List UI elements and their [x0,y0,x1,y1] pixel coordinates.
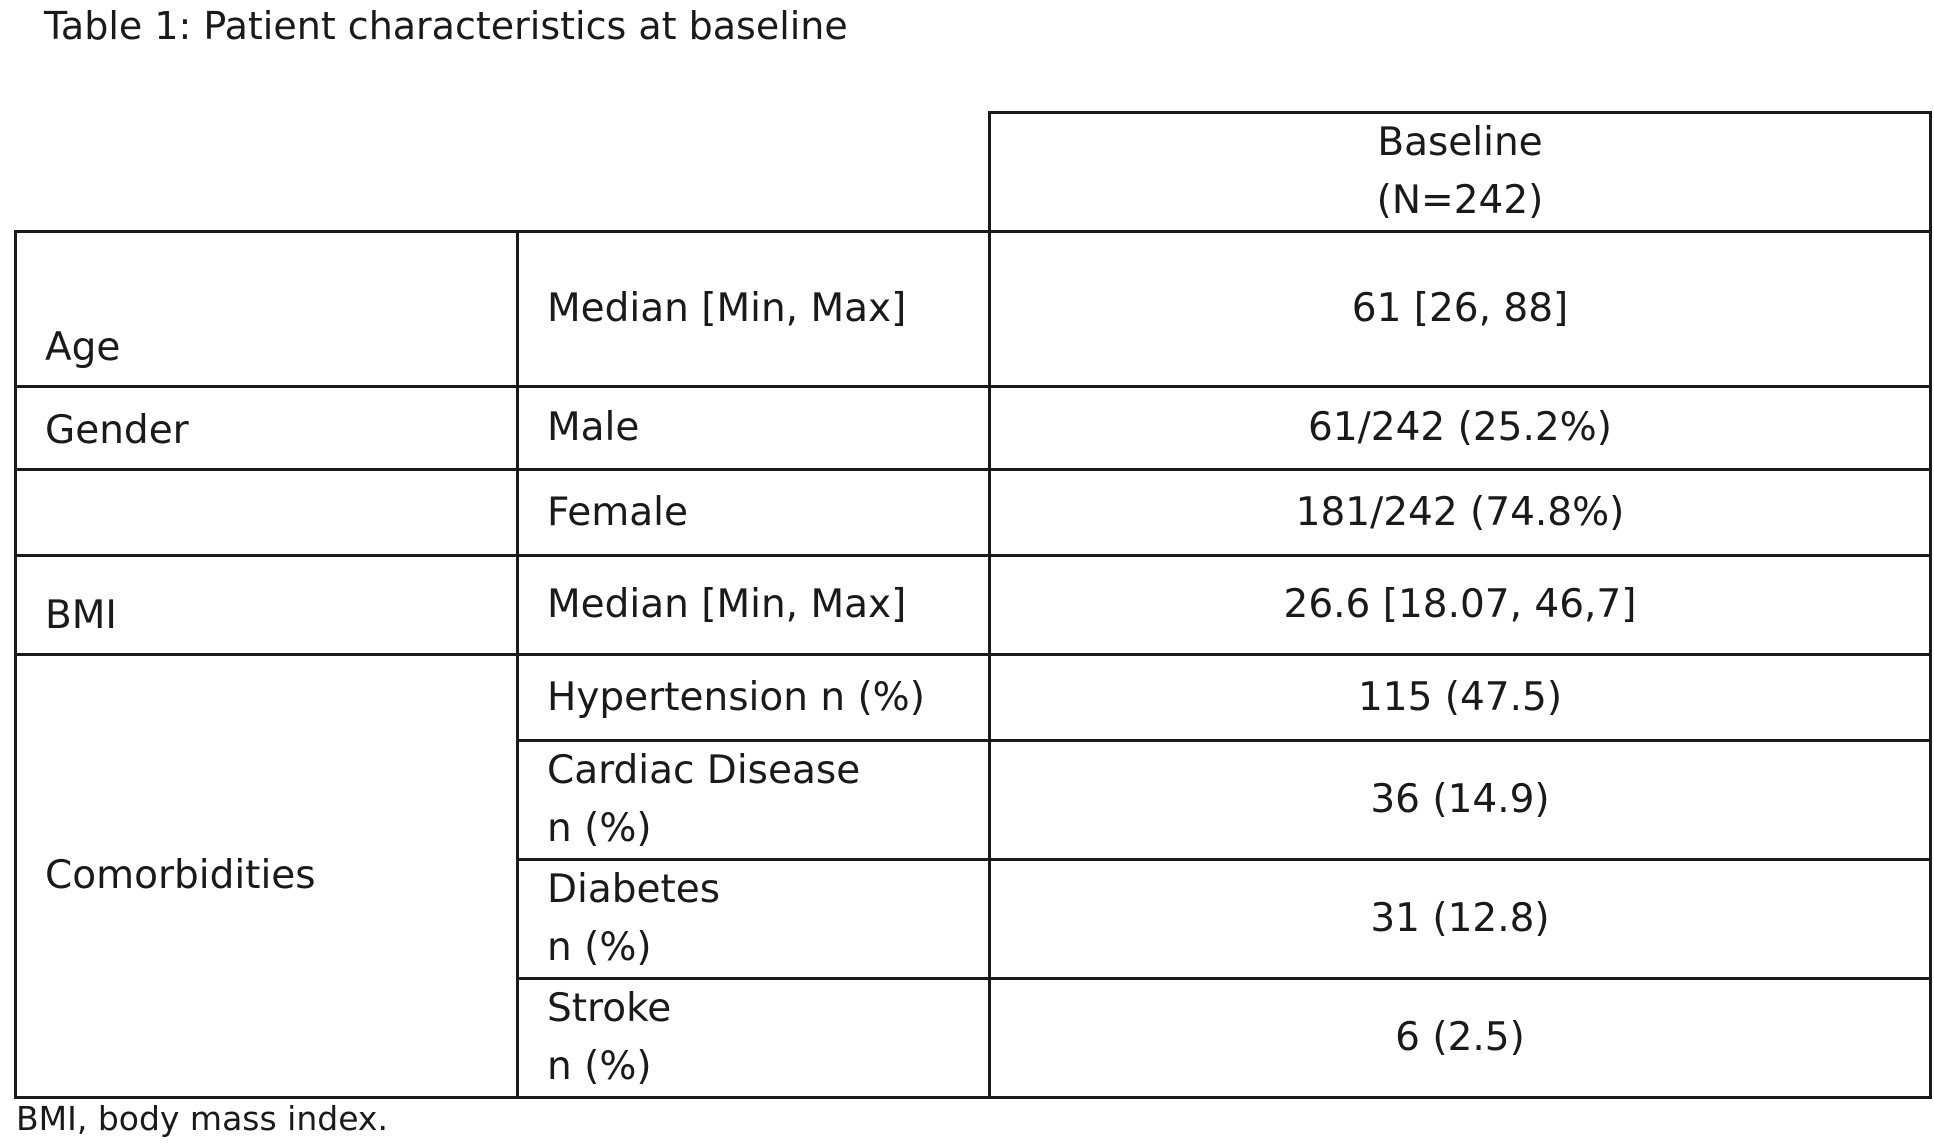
column-header-baseline [990,113,1931,232]
row-value: 31 (12.8) [990,860,1931,979]
table-row [16,387,1931,470]
row-level: Median [Min, Max] [518,556,990,655]
row-variable-comorbidities: Comorbidities [16,655,518,1098]
row-variable-empty [16,470,518,556]
row-level: Hypertension n (%) [518,655,990,741]
row-level: Stroke n (%) [518,979,990,1098]
patient-characteristics-table [14,111,1932,1099]
row-level: Male [518,387,990,470]
column-header-n: (N=242) [1376,178,1544,223]
table-header-row [16,113,1931,232]
row-value: 36 (14.9) [990,741,1931,860]
row-variable-gender: Gender [16,387,518,470]
table-row [16,232,1931,387]
table-row [16,556,1931,655]
header-blank-cell [16,113,990,232]
row-value: 26.6 [18.07, 46,7] [990,556,1931,655]
table-footnote: BMI, body mass index. [16,1099,388,1138]
row-value: 61/242 (25.2%) [990,387,1931,470]
row-value: 181/242 (74.8%) [990,470,1931,556]
row-value: 6 (2.5) [990,979,1931,1098]
column-header-title: Baseline [1377,120,1543,165]
row-level: Median [Min, Max] [518,232,990,387]
table-caption: Table 1: Patient characteristics at baseline [44,4,848,48]
table-row [16,655,1931,741]
row-variable-age: Age [16,232,518,387]
row-level: Diabetes n (%) [518,860,990,979]
table-row [16,470,1931,556]
row-value: 115 (47.5) [990,655,1931,741]
row-variable-bmi: BMI [16,556,518,655]
row-level: Female [518,470,990,556]
row-value: 61 [26, 88] [990,232,1931,387]
row-level: Cardiac Disease n (%) [518,741,990,860]
